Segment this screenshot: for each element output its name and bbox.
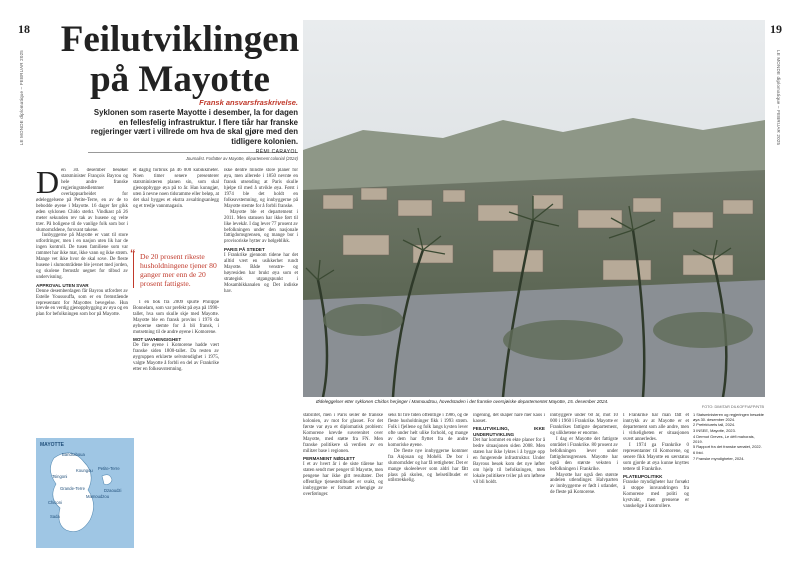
pull-quote-text: De 20 prosent rikeste husholdningene tjener 80 ganger mer enn de 20 prosent fattigste.	[140, 252, 217, 289]
article-lead: Syklonen som raserte Mayotte i desember, la for dagen en fellesfelig infrastruktur. I flere tiår har franske regjeringer vært i villrede om hva de skal gjøre med den tidligere kolonien.	[90, 108, 298, 146]
col6-paragraph-1: ingening, det skaper hare mer kaos i kaoset.	[473, 413, 545, 424]
map-label-chiconi: Chiconi	[48, 500, 62, 505]
text-column-2b	[133, 300, 219, 548]
col2-paragraph-1: et daglig forbruk på 46 000 kubikkmeter. Noen timer senere presenterer statsministeren planen sin, som skal gjenoppbygge øya på to år. Han kunngjør, uten å nevne noen tidsramme eller beløp, at det skal bygges et ekstra avsaltingsanlegg og et tredje vannmagasin.	[133, 168, 219, 209]
map-label-dzaoudzi: Dzaoudzi	[104, 488, 122, 493]
footnote: 6 Ibid.	[693, 449, 704, 455]
col6-paragraph-2: Det har kommet en ekte planer for å bedre situasjonen siden 2008. Men staten har ikke lyktes i å bygge opp en fungerende infrastruktur. Under Bayrous besøk kom det nye løfter om hjelp til befolkningen, men lokale politikere tviler på om løftene vil bli holdt.	[473, 438, 545, 486]
map-label-grande-terre: Grande-Terre	[60, 486, 85, 491]
text-column-1	[36, 168, 128, 436]
col3-paragraph-3: I Frankrike gjennom tidene har det alltid vært en usikkerhet rundt Mayotte. Både venstre- og høyresiden har brukt øya som et strategisk utgangspunkt i Mosambikkanalen og Det indiske hav.	[224, 252, 298, 294]
map-label-petite-terre: Petite-Terre	[98, 466, 120, 471]
col4-paragraph-2: I et av hvert år i de siste tiårene har staten sendt mer penger til Mayotte, men pengene har ikke gitt resultater. Det offentlige tjenestetilbudet er svakt, og innbyggerne er fortsatt avhengige av overføringer.	[303, 462, 383, 497]
pull-quote	[130, 248, 229, 289]
map-label-tsingoni: Tsingoni	[52, 474, 68, 479]
col8-paragraph-2: I 1974 ga Frankrike 0 representanter til Komorene, og senere fikk Mayotte en særstatus som gjorde at øya kunne knyttes tettere til Frankrike.	[623, 442, 689, 472]
col1-paragraph-3: Denne desemberdagen får Bayrou utfordret av Estelle Youssouffa, som er en fremstående representant for Mayottes bevegelse. Hun krevde en verdig gjenoppbygging av øya og en plan for befolkningen som bor på Mayotte.	[36, 288, 128, 318]
text-column-3	[224, 168, 298, 548]
right-margin-text: LE MONDE diplomatique – FEBRUAR 2025	[776, 50, 781, 146]
quote-mark-icon: “	[130, 248, 136, 260]
footnote: 5 Rapport fra det franske senatet, 2022.	[693, 444, 762, 450]
text-column-2a	[133, 168, 219, 248]
photo-caption: Ødeleggelser etter syklonen Chidos herjinger i Mamoudzou, hovedstaden i det franske oversjøiske departementet Mayotte, 15. desember 2024.	[316, 399, 609, 404]
col5-paragraph-2: De fleste nye innbyggerne kommer fra Anjouan og Mohéli. De bor i slumområder og har få rettigheter. Det er mange skoleelever som aldri har fått plass på skolen, og helsetilbudet er utilstrekkelig.	[388, 448, 468, 484]
col3-paragraph-2: Mayotte ble et departement i 2011. Men statusen har ikke ført til like levekår. I dag lever 77 prosent av befolkningen under den nasjonale fattigdomsgrensen, og mange bor i provisoriske hytter av bølgeblikk.	[224, 209, 298, 245]
map-label-koungou: Koungou	[76, 468, 93, 473]
map-label-bandraboua: Bandraboua	[62, 452, 85, 457]
col7-paragraph-3: Mayotte har også den største andelen utlendinger. Halvparten av innbyggerne er født i utlandet, de fleste på Komorene.	[550, 472, 618, 496]
left-margin-text: LE MONDE diplomatique – FEBRUAR 2025	[19, 50, 24, 146]
text-column-7	[550, 413, 618, 548]
col8-paragraph-3: Franske myndigheter har forsøkt å stoppe innvandringen fra Komorene med politi og kystvakt, men grensene er vanskelige å kontrollere.	[623, 480, 689, 509]
article-title: Feilutviklingen på Mayotte	[60, 19, 300, 100]
col4-paragraph-1: stabilitet, men i Paris seiler de franske kolonien, av mot for glasset. For det første var øya et diplomatisk problem: Komorene krevde suverenitet over Mayotte, med støtte fra FN. Men franske politikere så verdien av en militær base i regionen.	[303, 413, 383, 454]
mayotte-map	[36, 438, 134, 548]
col3-subheading: PARIS PÅ STEDET	[224, 246, 265, 252]
footnote: 1 Statsministeren og regjeringen besøkte øya 30. desember 2024.	[693, 412, 764, 422]
byline-description: Journalist. Forfatter av Mayotte, département colonial (2024)	[185, 156, 298, 161]
col2-subheading: MOT UAVHENGIGHET	[133, 337, 182, 343]
col7-paragraph-2: I dag er Mayotte det fattigste området i Frankrike. 80 prosent av befolkningen lever under fattigdomsgrensen. Mayotte har også den største veksten i befolkningen i Frankrike.	[550, 436, 618, 472]
text-column-4	[303, 413, 383, 548]
article-photo	[303, 20, 765, 397]
col6-subheading: FEILUTVIKLING, IKKE UNDERUTVIKLING	[473, 426, 545, 438]
col8-paragraph-1: I Frankrike har man fått et inntrykk av at Mayotte er et departement som alle andre, men i virkeligheten er situasjonen svært annerledes.	[623, 413, 689, 442]
page-number-right: 19	[770, 22, 782, 36]
text-column-6	[473, 413, 545, 548]
map-label-mamoudzou: Mamoudzou	[86, 494, 110, 499]
footnote: 2 Prefekturets tall, 2024.	[693, 422, 736, 428]
article-kicker: Fransk ansvarsfraskrivelse.	[199, 98, 298, 107]
photo-credit: FOTO: DIMITAR DILKOFF/AFP/NTB	[701, 405, 764, 409]
text-column-5	[388, 413, 468, 548]
map-label-title: MAYOTTE	[40, 442, 64, 448]
col5-paragraph-1: seks til fire tiden offentlige i 1986, og de fleste husholdninger fikk i 1993 strøm. Folk i fjellene og folk langs kysten lever ofte under helt ulike forhold, og mange av dem har flyttet fra de andre komoriske øyene.	[388, 413, 468, 448]
col1-subheading: APPROVAL UTEN SVAR	[36, 282, 89, 288]
footnote: 7 Franske myndigheter, 2024.	[693, 455, 745, 461]
col1-paragraph-1: en 30. desember besøker statsminister François Bayrou og hele andre franske regjeringsmedlemmer overlappsarbeidet for ødeleggelsene på Petite-Terre, en av de to bebodde øyene i Mayotte. 16 dager før gikk øden syklonen Chido sterkt. Vindkast på 26 meter sekunden rev tak av husene og velte trær. På boligene til de vanlige folk som bor i slumområdene, forsvant takene.	[36, 168, 128, 233]
col3-paragraph-1: ikke dentre mindre store planer for øya, men allerede i 1850 nevnte en fransk utsending at Paris skulle hjelpe til med å utvikle øya. Først i 1974 ble det holdt en folkeavstemning, og innbyggerne på Mayotte stemte for å forbli franske.	[224, 168, 298, 209]
col1-paragraph-2: Innbyggerne på Mayotte er vant til store utfordringer, men i en nasjon uten lik har de ingen kontroll. De tusen familiene som var rammet har ikke mat, ikke vann og ikke strøm. Mange vet ikke hvor de skal sove. De fleste husene i slumområdene ble jevnet med jorden, og skolene fremstår uegnet for tilbud av undervisning.	[36, 233, 128, 281]
page-number-left: 18	[18, 22, 30, 36]
col2-paragraph-3: De fire øyene i Komorene hadde vært franske siden 1800-tallet. Da resten av øygruppen erklærte selvstendighet i 1975, valgte Mayotte å forbli en del av Frankrike etter en folkeavstemning.	[133, 343, 219, 373]
drop-cap: D	[36, 168, 60, 200]
cyclone-damage-photo	[303, 20, 765, 397]
text-column-8	[623, 413, 689, 548]
footnote: 3 INSEE, Mayotte, 2023.	[693, 428, 736, 434]
map-graphic	[36, 438, 134, 548]
col2-paragraph-2: I en bok fra 2009 spurte Philippe Bonnelam, som var prefekt på øya på 1990-tallet, hva som skulle skje med Mayotte. Mayotte ble en fransk provins i 1976 da øyboerne stemte for å bli fransk, i motsetning til de andre øyene i Komorene.	[133, 300, 219, 335]
footnotes	[693, 413, 765, 462]
col7-paragraph-1: innbyggere under 60 år, mot 10 000 i 1960 i Frankrike. Mayotte er Frankrikes fattigste departement, og ulikhetene er enorme.	[550, 413, 618, 436]
col8-subheading: PLATEUPOLITIKK	[623, 474, 663, 480]
article-byline: RÉMI CARAYOL	[255, 149, 298, 155]
footnote: 4 Dermot Greves, Le défi mahorais, 2019.	[693, 433, 755, 444]
map-label-sada: Sada	[50, 514, 60, 519]
col4-subheading: PERMANENT NØDLETT	[303, 456, 356, 462]
